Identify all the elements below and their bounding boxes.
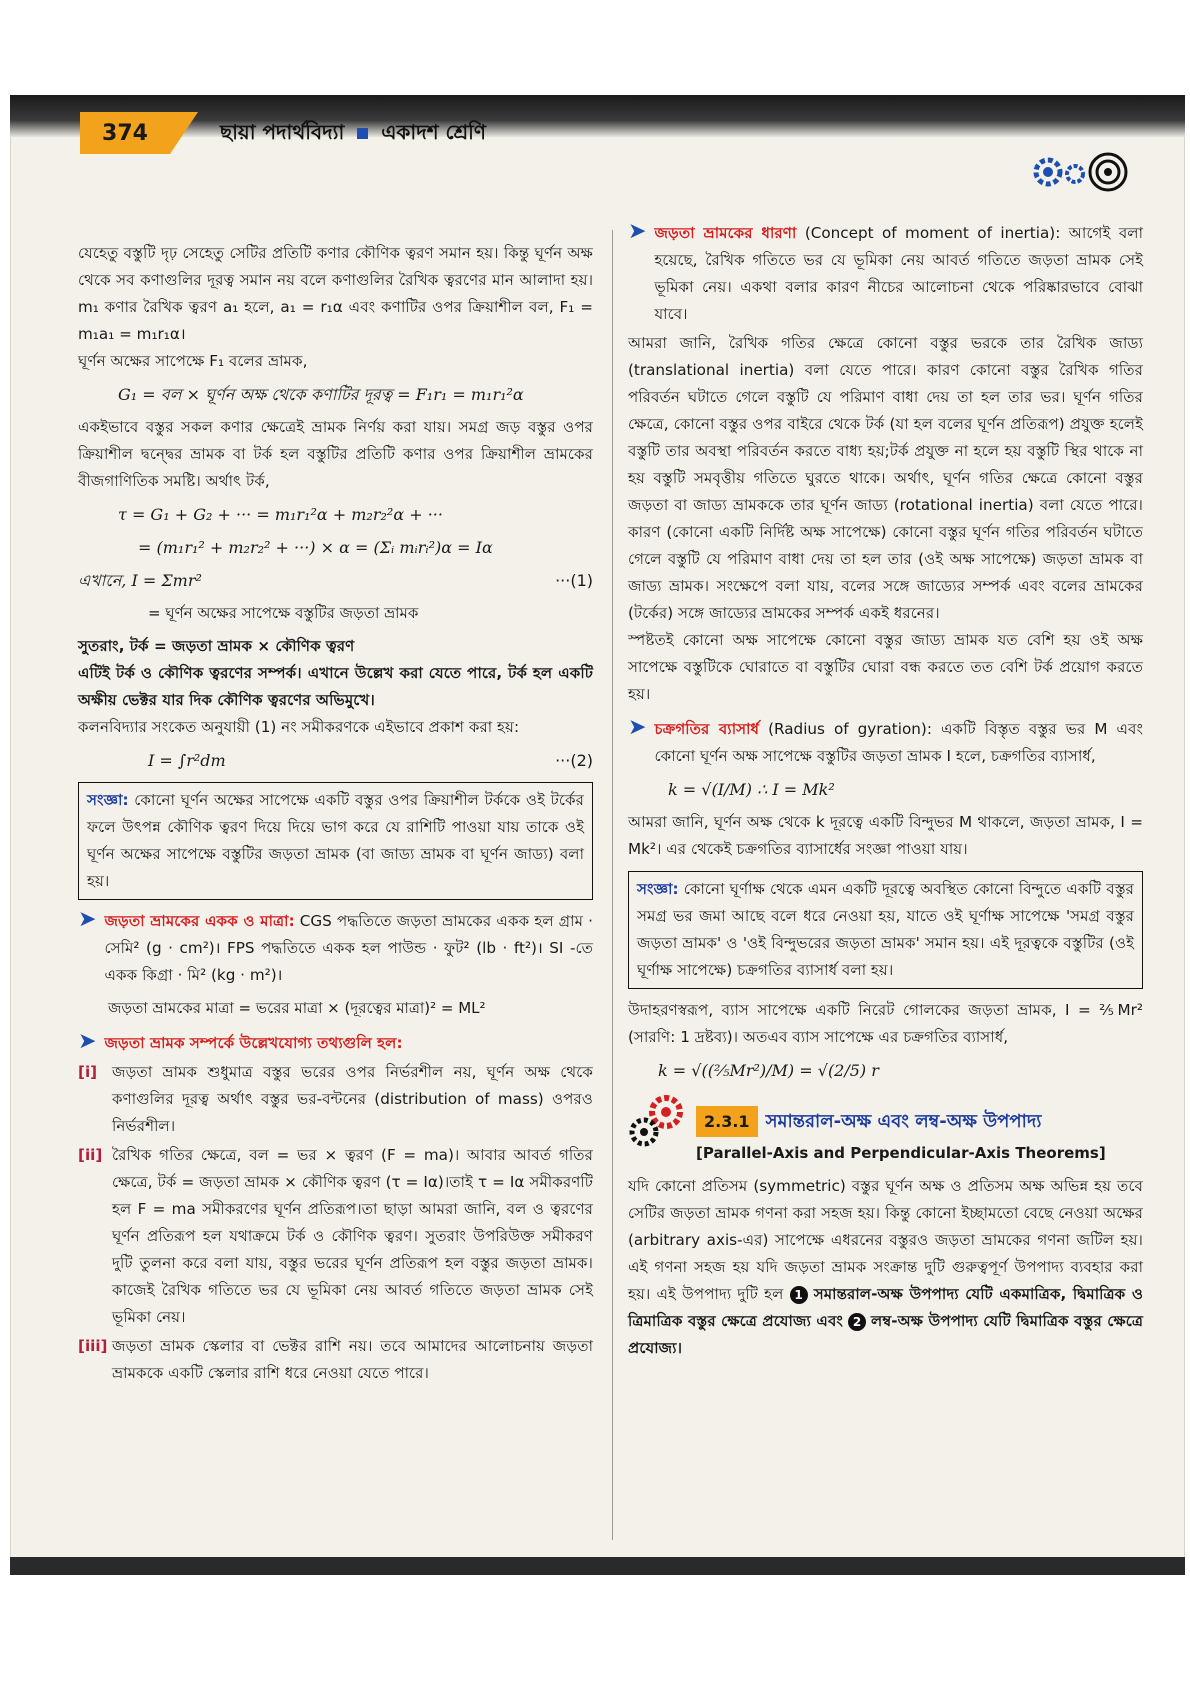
paragraph: একইভাবে বস্তুর সকল কণার ক্ষেত্রেই ভ্রামক নির্ণয় করা যায়। সমগ্র জড় বস্তুর ওপর ক্রিয়াশীল দ্বন্দ্বের ভ্রামক বা টর্ক হল বস্তুটির প্রতিটি কণার ওপর ক্রিয়াশীল ভ্রামকের বীজগাণিতিক সমষ্টি। অর্থাৎ টর্ক, <box>78 418 593 490</box>
paragraph-text: সমান্তরাল-অক্ষ উপপাদ্য যেটি একমাত্রিক, দ্বিমাত্রিক ও ত্রিমাত্রিক বস্তুর ক্ষেত্রে প্রযোজ্য এবং <box>628 1285 1143 1330</box>
paper-plane-icon: ➤ <box>628 715 647 740</box>
paragraph: (Radius of gyration): একটি বিস্তৃত বস্তুর ভর M এবং কোনো ঘূর্ণন অক্ষ সাপেক্ষে বস্তুটির জড়তা ভ্রামক I হলে, চক্রগতির ব্যাসার্ধ, <box>654 720 1144 765</box>
paper-plane-icon: ➤ <box>78 907 97 932</box>
paragraph: CGS পদ্ধতিতে জড়তা ভ্রামকের একক হল গ্রাম · সেমি² (g · cm²)। FPS পদ্ধতিতে একক হল পাউন্ড · ফুট² (lb · ft²)। SI -তে একক কিগ্রা · মি² (kg · m²)। <box>104 912 593 984</box>
number-badge: 1 <box>790 1286 808 1304</box>
item-marker: [iii] <box>78 1337 108 1355</box>
definition-box <box>628 871 1143 989</box>
equation-number: ···(1) <box>555 571 593 590</box>
paragraph: যেহেতু বস্তুটি দৃঢ় সেহেতু সেটির প্রতিটি কণার কৌণিক ত্বরণ সমান হয়। কিন্তু ঘূর্ণন অক্ষ থেকে সব কণাগুলির দূরত্ব সমান নয় বলে কণাগুলির রৈখিক ত্বরণের মান আলাদা হয়। m₁ কণার রৈখিক ত্বরণ a₁ হলে, a₁ = r₁α এবং কণাটির ওপর ক্রিয়াশীল বল, F₁ = m₁a₁ = m₁r₁α। <box>78 244 593 343</box>
equation: τ = G₁ + G₂ + ··· = m₁r₁²α + m₂r₂²α + ··· <box>118 505 443 524</box>
section-concept <box>628 220 1143 328</box>
paragraph: আমরা জানি, ঘূর্ণন অক্ষ থেকে k দূরত্বে একটি বিন্দুভর M থাকলে, জড়তা ভ্রামক, I = Mk²। এর থেকেই চক্রগতির ব্যাসার্ধের সংজ্ঞা পাওয়া যায়। <box>628 813 1143 858</box>
list-item <box>78 1142 593 1331</box>
paragraph-text: যদি কোনো প্রতিসম (symmetric) বস্তুর ঘূর্ণন অক্ষ ও প্রতিসম অক্ষ অভিন্ন হয় তবে সেটির জড়তা ভ্রামক গণনা করা সহজ হয়। কিন্তু কোনো ইচ্ছামতো বেছে নেওয়া অক্ষের (arbitrary axis-এর) সাপেক্ষে এধরনের বস্তুরও জড়তা ভ্রামকের গণনা জটিল হয়। এই গণনা সহজ হয় যদি জড়তা ভ্রামক সংক্রান্ত দুটি গুরুত্বপূর্ণ উপপাদ্য ব্যবহার করা হয়। এই উপপাদ্য দুটি হল <box>628 1177 1143 1303</box>
item-text: জড়তা ভ্রামক স্কেলার বা ভেক্টর রাশি নয়। তবে আমাদের আলোচনায় জড়তা ভ্রামককে একটি স্কেলার রাশি ধরে নেওয়া যেতে পারে। <box>112 1337 593 1382</box>
item-marker: [i] <box>78 1063 98 1081</box>
gear-logo-icon <box>1030 150 1130 200</box>
item-text: জড়তা ভ্রামক শুধুমাত্র বস্তুর ভরের ওপর নির্ভরশীল নয়, ঘূর্ণন অক্ষ থেকে কণাগুলির দূরত্ব অর্থাৎ বস্তুর ভর-বন্টনের (distribution of mass) ওপরও নির্ভরশীল। <box>112 1063 593 1135</box>
equation: k = √(I/M) ∴ I = Mk² <box>668 780 835 799</box>
class-label: একাদশ শ্রেণি <box>381 120 486 144</box>
paragraph <box>628 1173 1143 1362</box>
paragraph: (Concept of moment of inertia): আগেই বলা হয়েছে, রৈখিক গতিতে ভর যে ভূমিকা নেয় আবর্ত গতিতে জড়তা ভ্রামক সেই ভূমিকা নেয়। একথা বলার কারণ নীচের আলোচনা থেকে পরিষ্কারভাবে বোঝা যাবে। <box>654 224 1144 323</box>
paragraph: উদাহরণস্বরূপ, ব্যাস সাপেক্ষে একটি নিরেট গোলকের জড়তা ভ্রামক, I = ⅖Mr² (সারণি: 1 দ্রষ্টব্য)। অতএব ব্যাস সাপেক্ষে এর চক্রগতির ব্যাসার্ধ, <box>628 1001 1143 1046</box>
section-number: 2.3.1 <box>696 1106 758 1137</box>
list-item <box>78 1059 593 1140</box>
definition-box <box>78 782 593 900</box>
equation-numbered <box>148 747 593 774</box>
dimension-equation: জড়তা ভ্রামকের মাত্রা = ভরের মাত্রা × (দূরত্বের মাত্রা)² = ML² <box>108 999 486 1017</box>
heading: জড়তা ভ্রামকের একক ও মাত্রা: <box>104 912 295 930</box>
paper-plane-icon: ➤ <box>78 1029 97 1054</box>
paragraph: আমরা জানি, রৈখিক গতির ক্ষেত্রে কোনো বস্তুর ভরকে তার রৈখিক জাড্য (translational inertia) বলা যেতে পারে। কারণ কোনো বস্তুর রৈখিক গতির পরিবর্তন ঘটাতে গেলে বস্তুটি যে পরিমাণ বাধা দেয় তা হল তার ভর। ঘূর্ণন গতির ক্ষেত্রে, কোনো বস্তুর ওপর বাইরে থেকে টর্ক (যা হল বলের ঘূর্ণন প্রতিরূপ) প্রযুক্ত হলেই বস্তুটি তার অবস্থা পরিবর্তন করতে বাধ্য হয়;টর্ক প্রযুক্ত না হলে হয় বস্তুটি স্থির থাকে না হয় বস্তুটি সমবৃত্তীয় গতিতে ঘুরতে থাকে। অর্থাৎ, ঘূর্ণন গতির ক্ষেত্রে কোনো বস্তুর জড়তা বা জাড্য ভ্রামককে তার ঘূর্ণন জাড্য (rotational inertia) বলা যেতে পারে। কারণ (কোনো একটি নির্দিষ্ট অক্ষ সাপেক্ষে) কোনো বস্তুর ঘূর্ণন গতির পরিবর্তন ঘটাতে গেলে বস্তুটি যে পরিমাণ বাধা দেয় তা হল তার (ওই অক্ষ সাপেক্ষে) জড়তা ভ্রামক বা জাড্য ভ্রামক। সংক্ষেপে বলা যায়, বলের সঙ্গে জাড্যের সম্পর্ক এবং বলের ভ্রামকের (টর্কের) সঙ্গে জাড্যের ভ্রামকের সম্পর্ক একই ধরনের। <box>628 334 1143 622</box>
equation: k = √((⅖Mr²)/M) = √(2/5) r <box>658 1061 879 1080</box>
page-number: 374 <box>80 112 170 154</box>
equation-text: I = ∫r²dm <box>148 751 226 770</box>
section-gyration <box>628 716 1143 770</box>
gears-section-icon <box>628 1094 688 1148</box>
equation-number: ···(2) <box>555 751 593 770</box>
paragraph-text: লম্ব-অক্ষ উপপাদ্য যেটি দ্বিমাত্রিক বস্তুর ক্ষেত্রে প্রযোজ্য। <box>628 1312 1144 1357</box>
heading: চক্রগতির ব্যাসার্ধ <box>654 720 760 738</box>
column-divider <box>612 230 613 1540</box>
section-units <box>78 908 593 989</box>
paragraph: স্পষ্টতই কোনো অক্ষ সাপেক্ষে কোনো বস্তুর জাড্য ভ্রামক যত বেশি হয় ওই অক্ষ সাপেক্ষে বস্তুটিকে ঘোরাতে বা বস্তুটির ঘোরা বন্ধ করতে তত বেশি টর্ক প্রয়োগ করতে হয়। <box>628 631 1143 703</box>
book-title: ছায়া পদার্থবিদ্যা <box>220 120 345 144</box>
definition-text: কোনো ঘূর্ণাক্ষ থেকে এমন একটি দূরত্বে অবস্থিত কোনো বিন্দুতে একটি বস্তুর সমগ্র ভর জমা আছে বলে ধরে নেওয়া হয়, যাতে ওই ঘূর্ণাক্ষ সাপেক্ষে 'সমগ্র বস্তুর জড়তা ভ্রামক' ও 'ওই বিন্দুভরের জড়তা ভ্রামক' সমান হয়। এই দূরত্বকে বস্তুটির (ওই ঘূর্ণাক্ষ সাপেক্ষে) চক্রগতির ব্যাসার্ধ বলা হয়। <box>637 880 1134 979</box>
equation-note: = ঘূর্ণন অক্ষের সাপেক্ষে বস্তুটির জড়তা ভ্রামক <box>148 604 419 622</box>
section-subtitle: [Parallel-Axis and Perpendicular-Axis Theorems] <box>696 1144 1106 1162</box>
right-column <box>628 220 1143 1362</box>
list-item <box>78 1333 593 1387</box>
left-column <box>78 240 593 1389</box>
paragraph: ঘূর্ণন অক্ষের সাপেক্ষে F₁ বলের ভ্রামক, <box>78 352 308 370</box>
definition-label: সংজ্ঞা: <box>637 880 679 898</box>
paragraph: সুতরাং, টর্ক = জড়তা ভ্রামক × কৌণিক ত্বরণ <box>78 637 355 655</box>
equation-numbered <box>78 567 593 594</box>
definition-text: কোনো ঘূর্ণন অক্ষের সাপেক্ষে একটি বস্তুর ওপর ক্রিয়াশীল টর্ককে ওই টর্কের ফলে উৎপন্ন কৌণিক ত্বরণ দিয়ে দিয়ে ভাগ করে যে রাশিটি পাওয়া যায় তাকে ওই ঘূর্ণন অক্ষের সাপেক্ষে বস্তুটির জড়তা ভ্রামক (বা জাড্য ভ্রামক বা ঘূর্ণন জাড্য) বলা হয়। <box>87 791 584 890</box>
definition-label: সংজ্ঞা: <box>87 791 129 809</box>
bottom-shadow-band <box>10 1557 1185 1575</box>
running-header <box>220 118 486 151</box>
item-text: রৈখিক গতির ক্ষেত্রে, বল = ভর × ত্বরণ (F = ma)। আবার আবর্ত গতির ক্ষেত্রে, টর্ক = জড়তা ভ্রামক × কৌণিক ত্বরণ (τ = Iα)।তাই τ = Iα সমীকরণটি হল F = ma সমীকরণের ঘূর্ণন প্রতিরূপ।তা ছাড়া আমরা জানি, বল ও ত্বরণের ঘূর্ণন প্রতিরূপ হল যথাক্রমে টর্ক ও কৌণিক ত্বরণ। সুতরাং উপরিউক্ত সমীকরণ দুটি তুলনা করে বলা যায়, বস্তুর ভরের ঘূর্ণন প্রতিরূপ হল বস্তুর জড়তা ভ্রামক। কাজেই রৈখিক গতিতে ভর যে ভূমিকা নেয় আবর্ত গতিতে জড়তা ভ্রামক সেই ভূমিকা নেয়। <box>112 1146 593 1326</box>
heading: জড়তা ভ্রামকের ধারণা <box>654 224 797 242</box>
square-bullet-icon <box>357 128 368 139</box>
equation-text: এখানে, I = Σmr² <box>78 571 202 590</box>
item-marker: [ii] <box>78 1146 103 1164</box>
heading: জড়তা ভ্রামক সম্পর্কে উল্লেখযোগ্য তথ্যগুলি হল: <box>104 1034 403 1052</box>
equation: G₁ = বল × ঘূর্ণন অক্ষ থেকে কণাটির দূরত্ব = F₁r₁ = m₁r₁²α <box>118 385 524 404</box>
paragraph: এটিই টর্ক ও কৌণিক ত্বরণের সম্পর্ক। এখানে উল্লেখ করা যেতে পারে, টর্ক হল একটি অক্ষীয় ভেক্টর যার দিক কৌণিক ত্বরণের অভিমুখে। <box>78 664 593 709</box>
section-title: সমান্তরাল-অক্ষ এবং লম্ব-অক্ষ উপপাদ্য <box>765 1110 1042 1132</box>
page-number-tab <box>170 112 198 154</box>
section-facts <box>78 1030 593 1057</box>
number-badge: 2 <box>848 1313 866 1331</box>
equation: = (m₁r₁² + m₂r₂² + ···) × α = (Σᵢ mᵢrᵢ²)α = Iα <box>138 538 493 557</box>
paper-plane-icon: ➤ <box>628 219 647 244</box>
paragraph: কলনবিদ্যার সংকেত অনুযায়ী (1) নং সমীকরণকে এইভাবে প্রকাশ করা হয়: <box>78 718 520 736</box>
